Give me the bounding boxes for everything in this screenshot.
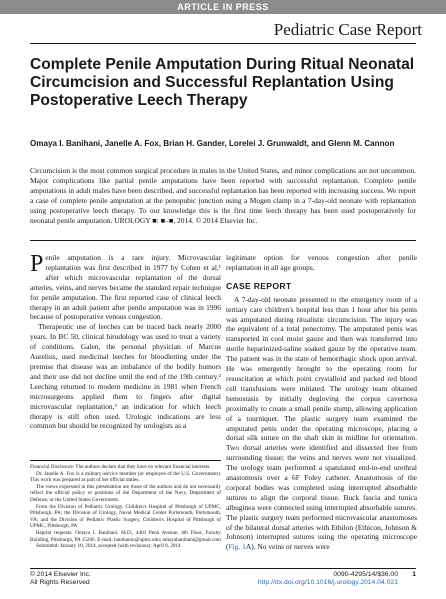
left-column: [30, 253, 221, 431]
footnotes: [30, 460, 221, 550]
intro-paragraph-2: Therapeutic use of leeches can be traced back nearly 2000 years. In BC 50, clinical hirudology was used to treat a variety of conditions. Galen, the personal physician of Marcus Aurelius, used medicinal leeches for bloodletting under the premise that disease was an imbalance of the bodily humors and their use did not decline until the end of the 19th century.² Leeching returned to modern medicine in 1981 when French microsurgeons applied them to fingers after digital microvascular replantation,³ an indication for which leech therapy is still often used. Urologic indications are less common but should be recognized by urologists as a: [30, 322, 221, 431]
footnote-dates: Submitted: January 10, 2014, accepted (with revisions): April 8, 2014: [36, 543, 181, 550]
section-label: Pediatric Case Report: [273, 20, 422, 39]
page-footer: [30, 568, 416, 586]
intro-paragraph-1: [30, 253, 221, 322]
footnote-views: The views expressed in this presentation are those of the authors and do not necessarily reflect the official policy or positions of the Department of the Navy, Department of Defense, or the United States Government.: [30, 483, 221, 503]
case-report-heading: CASE REPORT: [226, 280, 292, 291]
right-column: [226, 253, 417, 552]
footer-issn: 0090-4295/14/$36.00: [333, 571, 398, 578]
footnote-reprints: Reprint requests: Omaya I. Banihani, M.D., 4401 Penn Avenue, 4th Floor, Faculty Building, Pittsburgh, PA 15206. E-mail: banihanio@upmc.edu; omayabanihani@gmail.com: [30, 529, 221, 543]
footnote-affiliation: From the Division of Pediatric Urology, Children's Hospital of Pittsburgh of UPMC, Pittsburgh, PA; the Division of Urology, Naval Medical Center Portsmouth, Portsmouth, VA; and the Division of Pediatric Plastic Surgery, Children's Hospital of Pittsburgh of UPMC, Pittsburgh, PA: [30, 503, 221, 530]
intro-continuation: legitimate option for venous congestion after penile replantation in all age groups.: [226, 253, 417, 272]
abstract: Circumcision is the most common surgical procedure in males in the United States, and minor complications are not uncommon. Major complications like partial penile amputations have been reported with successful replantation. Complete penile amputations in adult males have been described, and successful replantation has been reported with increasing success. We report a case of complete penile amputation at the penopubic junction using a Mogen clamp in a 7-day-old neonate with replantation using postoperative leech therapy. To our knowledge this is the first time leech therapy has been used postoperatively for neonatal penile amputation. UROLOGY ■: ■–■, 2014. © 2014 Elsevier Inc.: [30, 166, 416, 225]
page-number: 1: [412, 571, 416, 578]
footnote-government: Dr. Janelle A. Fox is a military service member (or employee of the U.S. Government). This work was prepared as part of her official duties.: [30, 470, 221, 484]
author-list: Omaya I. Banihani, Janelle A. Fox, Brian H. Gander, Lorelei J. Grunwaldt, and Glenn M. Cannon: [30, 139, 395, 148]
article-in-press-banner: ARTICLE IN PRESS: [0, 0, 446, 14]
case-report-text-end: A). No veins or nerves were: [245, 542, 330, 552]
footer-copyright: © 2014 Elsevier Inc.: [30, 571, 91, 578]
footer-doi-link[interactable]: http://dx.doi.org/10.1016/j.urology.2014.04.021: [257, 579, 398, 586]
case-report-text: A 7-day-old neonate presented to the emergency room of a tertiary care children's hospital less than 1 hour after his penis was amputated during ritualistic circumcision. The injury was the equivalent of a total penectomy. The amputated penis was transported in cool moist gauze and then was transferred into sterile heparinized-saline soaked gauze by the operative team. The patient was in the state of hemorrhagic shock upon arrival. He was emergently brought to the operating room for resuscitation at which point crystalloid and packed red blood cell transfusions were initiated. The urology team obtained hemostasis by initially degloving the corpus cavernosa proximally to create a small penile stump, allowing application of a tourniquet. The plastic surgery team examined the amputated penis under the operating microscope, placing a dorsal silk suture on the shaft skin in midline for orientation. Two dorsal arteries were identified and dissected free from surrounding tissue; the veins and nerves were not visualized. The urology team performed a spatulated end-to-end urethral anastomosis over a 6F Foley catheter. Anastomosis of the corporal bodies was completed using interrupted absorbable sutures to align the corporal tissue. Buck fascia and tunica albuginea were connected using interrupted absorbable sutures. The plastic surgery team performed microvascular anastomoses of the bilateral dorsal arteries with Ethilon (Ethicon, Johnson & Johnson) interrupted sutures using the operating microscope (: [226, 294, 417, 552]
footer-rights: All Rights Reserved: [30, 579, 90, 586]
intro-text-1: enile amputation is a rare injury. Microvascular replantation was first described in 1977 by Cohen et al,¹ after which microvascular replantation of the dorsal arteries, veins, and nerves became the standard repair technique for penile amputation. The first reported case of clinical leech therapy in an adult patient after penile amputation was in 1996 because of postoperative venous congestion.: [30, 253, 221, 322]
drop-cap: P: [30, 251, 44, 277]
case-report-paragraph: [226, 295, 417, 553]
figure-link[interactable]: Fig. 1: [228, 542, 246, 552]
header-rule: [30, 43, 416, 44]
article-title: Complete Penile Amputation During Ritual Neonatal Circumcision and Successful Replantation Using Postoperative Leech Therapy: [30, 56, 415, 109]
abstract-rule: [30, 240, 416, 241]
footnote-disclosure: Financial Disclosure: The authors declare that they have no relevant financial interests.: [30, 464, 211, 470]
